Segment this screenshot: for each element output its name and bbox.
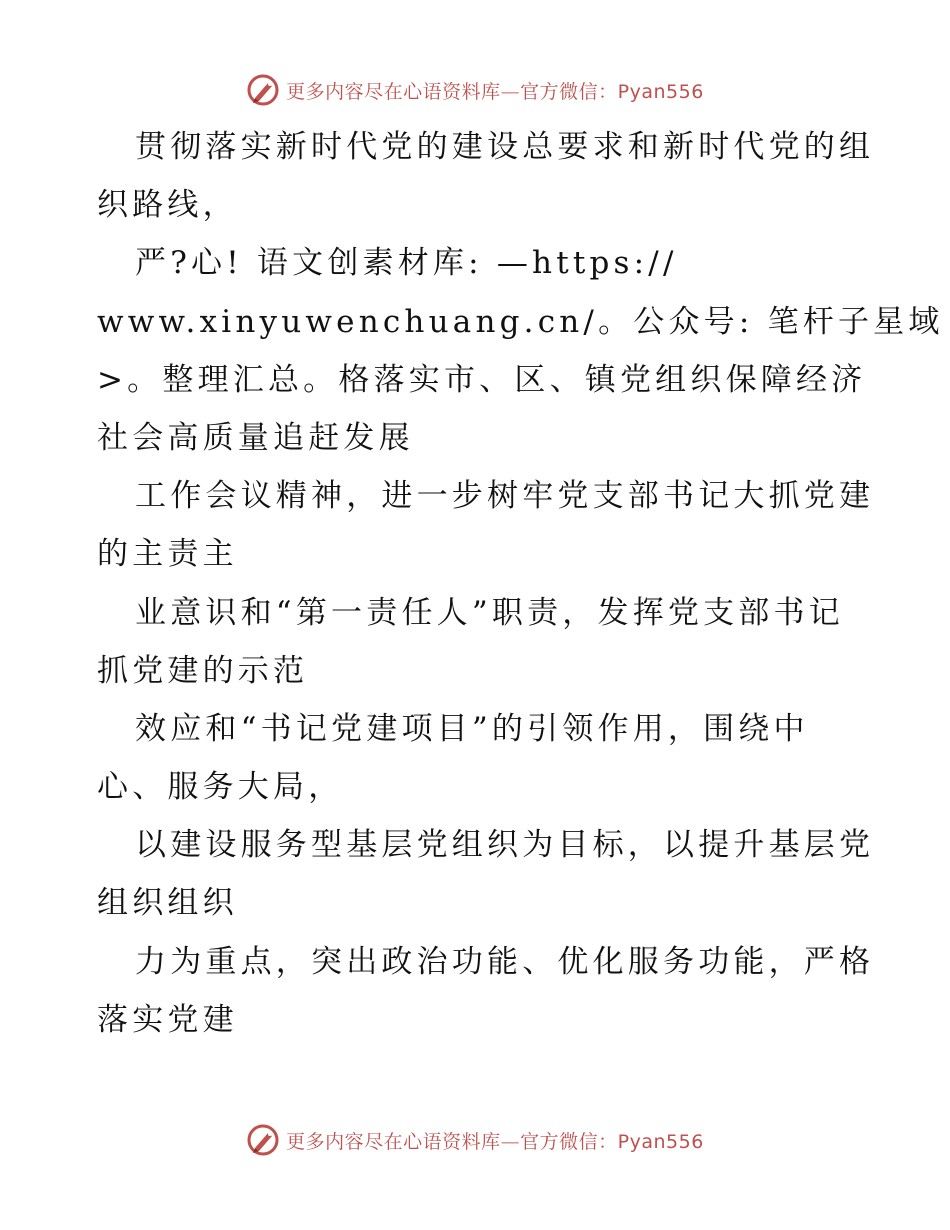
header-separator: —: [500, 80, 521, 103]
footer-watermark-banner: [0, 1120, 950, 1160]
footer-contact: 官方微信：Pyan556: [520, 1130, 704, 1153]
header-contact: 官方微信：Pyan556: [520, 80, 704, 103]
body-line: 落实党建: [97, 1001, 238, 1038]
body-line: 工作会议精神，进一步树牢党支部书记大抓党建: [135, 478, 875, 515]
body-line: 效应和“书记党建项目”的引领作用，围绕中: [135, 710, 809, 747]
footer-separator: —: [500, 1130, 521, 1153]
body-line: 心、服务大局，: [97, 769, 344, 806]
body-line: 业意识和“第一责任人”职责，发挥党支部书记: [135, 594, 844, 631]
pen-logo-icon: [246, 1123, 280, 1157]
body-line: 抓党建的示范: [97, 652, 309, 689]
footer-banner-text: [286, 1127, 704, 1154]
body-line: www.xinyuwenchuang.cn/。公众号: 笔杆子星域: [97, 303, 944, 340]
header-banner-text: [286, 77, 704, 104]
body-line: 贯彻落实新时代党的建设总要求和新时代党的组: [135, 129, 875, 165]
header-brand: 更多内容尽在心语资料库: [286, 80, 501, 103]
document-body: [97, 118, 944, 1049]
body-line: 社会高质量追赶发展: [97, 419, 414, 456]
header-watermark-banner: [0, 70, 950, 110]
body-line: 的主责主: [97, 536, 238, 573]
pen-logo-icon: [246, 73, 280, 107]
body-line: 组织组织: [97, 885, 238, 922]
body-line: 织路线，: [97, 187, 238, 224]
body-line: 以建设服务型基层党组织为目标，以提升基层党: [135, 827, 875, 864]
body-line: 严?心! 语文创素材库: —https://: [135, 245, 678, 282]
body-line: >。整理汇总。格落实市、区、镇党组织保障经济: [97, 361, 867, 398]
footer-brand: 更多内容尽在心语资料库: [286, 1130, 501, 1153]
body-line: 力为重点，突出政治功能、优化服务功能，严格: [135, 943, 875, 980]
